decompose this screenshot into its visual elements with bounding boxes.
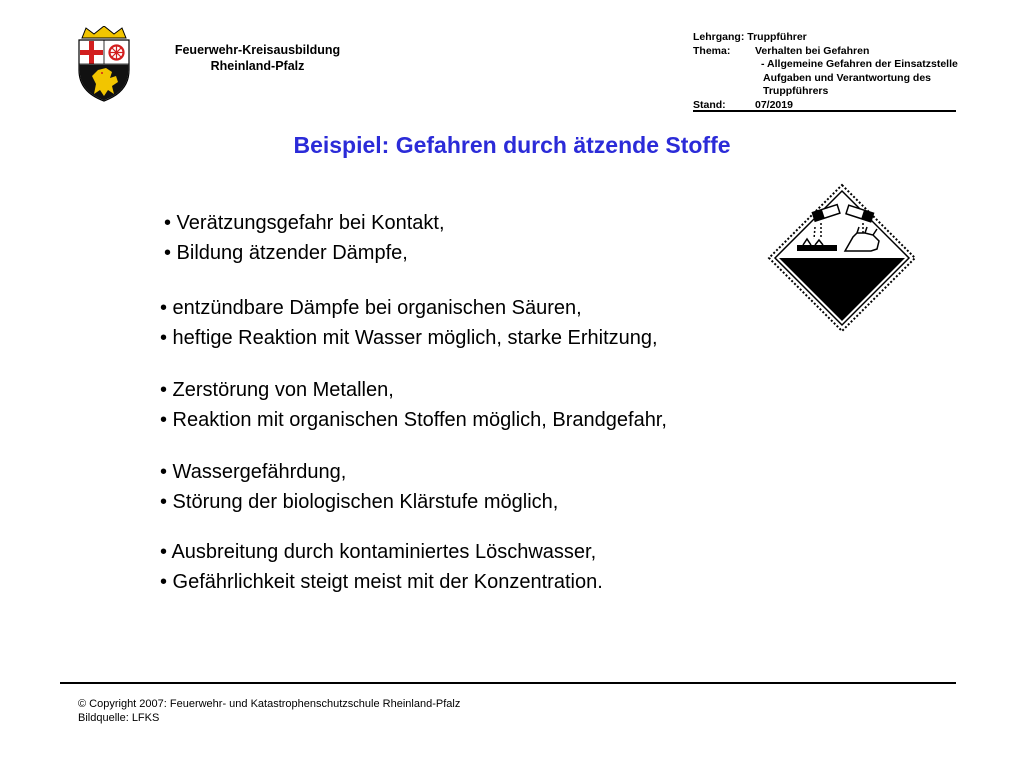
course-meta-block <box>693 31 993 112</box>
organization-name <box>150 42 365 74</box>
slide-title: Beispiel: Gefahren durch ätzende Stoffe <box>293 132 731 158</box>
bullet-item: • entzündbare Dämpfe bei organischen Säuren, <box>160 297 582 319</box>
bullet-item: • Bildung ätzender Dämpfe, <box>164 242 408 264</box>
status-value: 07/2019 <box>755 98 793 111</box>
bullet-item: • heftige Reaktion mit Wasser möglich, starke Erhitzung, <box>160 327 658 349</box>
topic-sub-1: - Allgemeine Gefahren der Einsatzstelle <box>761 58 958 70</box>
footer-divider <box>60 682 956 684</box>
bullet-group-5 <box>160 537 603 597</box>
bullet-item: • Zerstörung von Metallen, <box>160 379 394 401</box>
topic-row <box>693 45 993 59</box>
bullet-group-3 <box>160 375 667 435</box>
bullet-item: • Gefährlichkeit steigt meist mit der Konzentration. <box>160 571 603 593</box>
bullet-item: • Ausbreitung durch kontaminiertes Löschwasser, <box>160 541 597 563</box>
org-line-2: Rheinland-Pfalz <box>210 59 305 73</box>
org-line-1: Feuerwehr-Kreisausbildung <box>174 43 341 57</box>
course-row <box>693 31 993 45</box>
image-source-text: Bildquelle: LFKS <box>78 712 160 724</box>
status-label: Stand: <box>693 98 726 111</box>
bullet-group-2 <box>160 293 658 353</box>
course-value: Truppführer <box>747 31 807 43</box>
topic-sub-3: Truppführers <box>763 85 829 97</box>
topic-sub-2: Aufgaben und Verantwortung des <box>763 71 932 84</box>
bullet-group-4 <box>160 457 558 517</box>
bullet-item: • Verätzungsgefahr bei Kontakt, <box>164 212 445 234</box>
topic-label: Thema: <box>693 44 731 57</box>
bullet-item: • Reaktion mit organischen Stoffen möglich, Brandgefahr, <box>160 409 667 431</box>
copyright-text: © Copyright 2007: Feuerwehr- und Katastrophenschutzschule Rheinland-Pfalz <box>78 698 461 710</box>
bullet-item: • Wassergefährdung, <box>160 461 347 483</box>
corrosive-hazard-icon <box>767 183 917 333</box>
footer <box>78 697 460 725</box>
coat-of-arms-icon <box>76 26 132 102</box>
topic-value: Verhalten bei Gefahren <box>755 44 870 57</box>
header-divider <box>693 110 956 112</box>
course-label: Lehrgang: <box>693 31 745 43</box>
bullet-item: • Störung der biologischen Klärstufe möglich, <box>160 491 559 513</box>
bullet-group-1 <box>164 208 445 268</box>
